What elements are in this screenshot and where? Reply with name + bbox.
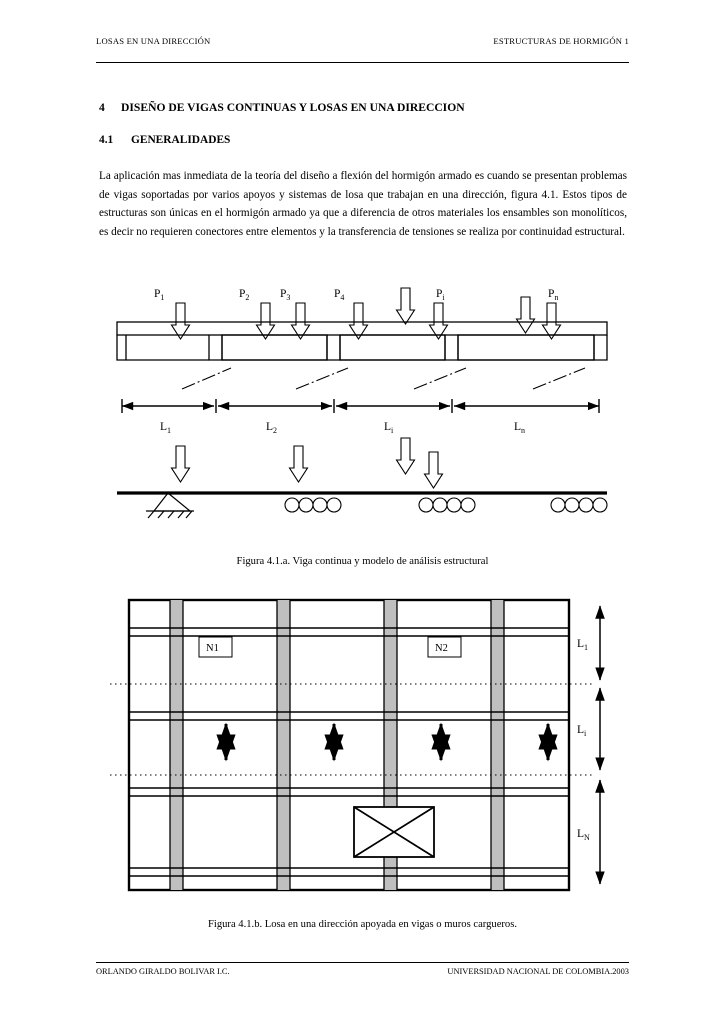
- panel-label-n2: N2: [435, 643, 448, 654]
- section-break-lines: [182, 368, 585, 389]
- svg-text:Pn: $P_n$: [548, 288, 559, 302]
- figure-b-dimension-labels: [577, 638, 590, 842]
- load-arrows-group: [172, 288, 561, 339]
- figure-a-caption: Figura 4.1.a. Viga continua y modelo de análisis estructural: [236, 556, 489, 567]
- svg-text:L2: $L_2$: [266, 421, 278, 435]
- header-divider: [96, 62, 629, 63]
- svg-text:LN: $L_N$: [577, 828, 590, 842]
- header-right-text: ESTRUCTURAS DE HORMIGÓN 1: [493, 36, 629, 46]
- svg-text:P1: $P_1$: [154, 288, 165, 302]
- section-heading: [99, 134, 230, 146]
- svg-text:Li: $L_i$: [577, 724, 587, 738]
- section-title: GENERALIDADES: [131, 134, 231, 146]
- svg-text:P4: $P_4$: [334, 288, 345, 302]
- page-footer: [96, 967, 629, 976]
- body-paragraph: La aplicación mas inmediata de la teoría del diseño a flexión del hormigón armado es cuando se presentan problemas de vigas soportadas por varios apoyos y sistemas de losa que trabajan en una dirección, figura 4.1. Estos tipos de estructuras son únicas en el hormigón armado ya que a diferencia de otros materiales los ensambles son monolíticos, es decir no requieren conectores entre elementos y la transferencia de tensiones se realiza por continuidad estructural.: [99, 170, 627, 238]
- chapter-number: 4: [99, 101, 105, 114]
- svg-text:P2: $P_2$: [239, 288, 250, 302]
- footer-right-text: UNIVERSIDAD NACIONAL DE COLOMBIA.2003: [447, 967, 629, 976]
- page-header: [96, 36, 629, 46]
- figure-b-caption: Figura 4.1.b. Losa en una dirección apoyada en vigas o muros cargueros.: [208, 919, 517, 930]
- svg-text:Ln: $L_n$: [514, 421, 526, 435]
- svg-text:Li: $L_i$: [384, 421, 394, 435]
- slab-opening: [354, 807, 434, 857]
- svg-text:Pi: $P_i$: [436, 288, 445, 302]
- svg-text:P3: $P_3$: [280, 288, 291, 302]
- figure-a-span-labels: [160, 421, 525, 435]
- footer-divider: [96, 962, 629, 963]
- figure-4-1-a: [96, 275, 629, 535]
- chapter-heading: [99, 101, 465, 114]
- header-left-text: LOSAS EN UNA DIRECCIÓN: [96, 36, 211, 46]
- analysis-model-group: [117, 438, 607, 518]
- span-dimension-lines: [122, 399, 599, 413]
- footer-left-text: ORLANDO GIRALDO BOLIVAR I.C.: [96, 967, 230, 976]
- panel-label-n1: N1: [206, 643, 219, 654]
- figure-4-1-b: [96, 592, 629, 907]
- section-number: 4.1: [99, 134, 114, 146]
- svg-text:L1: $L_1$: [577, 638, 589, 652]
- chapter-title: DISEÑO DE VIGAS CONTINUAS Y LOSAS EN UNA DIRECCION: [121, 101, 465, 114]
- svg-text:L1: $L_1$: [160, 421, 172, 435]
- figure-a-load-labels: [154, 288, 558, 302]
